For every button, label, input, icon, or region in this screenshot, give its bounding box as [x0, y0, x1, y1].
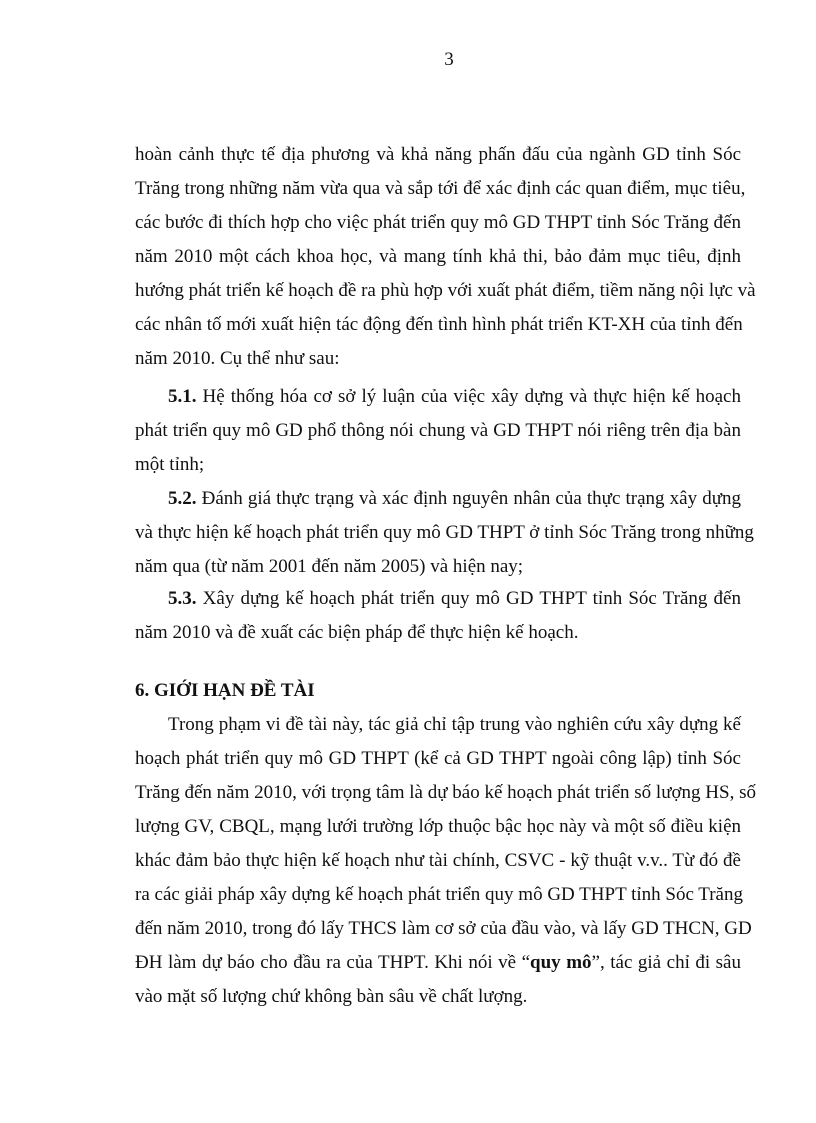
- text-line: lượng GV, CBQL, mạng lưới trường lớp thuộc bậc học này và một số điều kiện: [135, 816, 741, 837]
- item-number: 5.2.: [168, 488, 197, 509]
- section-heading: 6. GIỚI HẠN ĐỀ TÀI: [135, 680, 315, 701]
- text-line: khác đảm bảo thực hiện kế hoạch như tài chính, CSVC - kỹ thuật v.v.. Từ đó đề: [135, 850, 741, 871]
- text-line: năm qua (từ năm 2001 đến năm 2005) và hiện nay;: [135, 556, 524, 577]
- item-text: Đánh giá thực trạng và xác định nguyên nhân của thực trạng xây dựng: [196, 488, 741, 509]
- item-text: Hệ thống hóa cơ sở lý luận của việc xây dựng và thực hiện kế hoạch: [196, 386, 741, 407]
- text-segment: ”, tác giả chỉ đi sâu: [591, 952, 741, 973]
- text-line: vào mặt số lượng chứ không bàn sâu về chất lượng.: [135, 986, 528, 1007]
- text-line: năm 2010. Cụ thể như sau:: [135, 348, 340, 369]
- text-line: một tỉnh;: [135, 454, 205, 475]
- item-number: 5.1.: [168, 386, 197, 407]
- list-item-5-1: [135, 380, 741, 482]
- item-text: Xây dựng kế hoạch phát triển quy mô GD THPT tỉnh Sóc Trăng đến: [196, 588, 741, 609]
- text-line-with-emphasis: [135, 946, 741, 980]
- text-segment: ĐH làm dự báo cho đầu ra của THPT. Khi nói về “: [135, 952, 531, 973]
- list-item-first-line: [135, 582, 741, 616]
- list-item-first-line: [135, 482, 741, 516]
- list-item-5-2: [135, 482, 754, 584]
- section-6-paragraph: [135, 708, 756, 1014]
- text-line: các nhân tố mới xuất hiện tác động đến tình hình phát triển KT-XH của tỉnh đến: [135, 314, 743, 335]
- text-line: hoạch phát triển quy mô GD THPT (kể cả GD THPT ngoài công lập) tỉnh Sóc: [135, 748, 741, 769]
- text-line: hoàn cảnh thực tế địa phương và khả năng phấn đấu của ngành GD tỉnh Sóc: [135, 144, 741, 165]
- text-line: ra các giải pháp xây dựng kế hoạch phát triển quy mô GD THPT tỉnh Sóc Trăng: [135, 884, 743, 905]
- list-item-first-line: [135, 380, 741, 414]
- text-line: đến năm 2010, trong đó lấy THCS làm cơ sở của đầu vào, và lấy GD THCN, GD: [135, 918, 752, 939]
- list-item-5-3: [135, 582, 741, 650]
- page-number: 3: [444, 49, 454, 70]
- text-line: Trăng trong những năm vừa qua và sắp tới để xác định các quan điểm, mục tiêu,: [135, 178, 746, 199]
- text-line: phát triển quy mô GD phổ thông nói chung và GD THPT nói riêng trên địa bàn: [135, 420, 741, 441]
- intro-paragraph: [135, 138, 756, 376]
- item-number: 5.3.: [168, 588, 197, 609]
- text-line: Trăng đến năm 2010, với trọng tâm là dự báo kế hoạch phát triển số lượng HS, số: [135, 782, 756, 803]
- text-line: Trong phạm vi đề tài này, tác giả chỉ tập trung vào nghiên cứu xây dựng kế: [168, 714, 741, 735]
- emphasis-term: quy mô: [530, 952, 592, 973]
- text-line: năm 2010 một cách khoa học, và mang tính khả thi, bảo đảm mục tiêu, định: [135, 246, 741, 267]
- text-line: năm 2010 và đề xuất các biện pháp để thực hiện kế hoạch.: [135, 622, 579, 643]
- text-line: và thực hiện kế hoạch phát triển quy mô GD THPT ở tỉnh Sóc Trăng trong những: [135, 522, 754, 543]
- text-line: hướng phát triển kế hoạch đề ra phù hợp với xuất phát điểm, tiềm năng nội lực và: [135, 280, 756, 301]
- text-line: các bước đi thích hợp cho việc phát triển quy mô GD THPT tỉnh Sóc Trăng đến: [135, 212, 741, 233]
